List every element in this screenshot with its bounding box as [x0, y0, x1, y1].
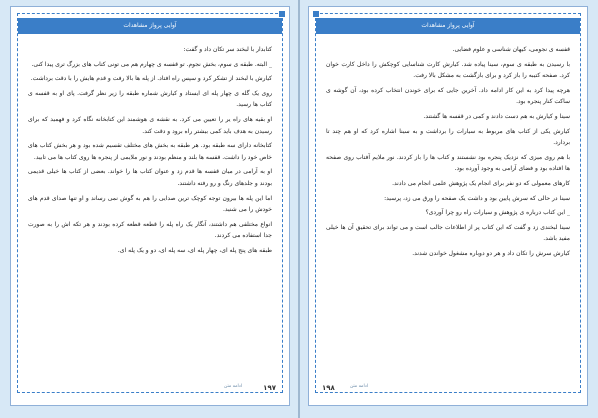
- paragraph: با رسیدن به طبقه ی سوم، سینا پیاده شد. کیارش کارت شناسایی کوچکش را داخل کارت خوان کرد. صفحه کتیبه را باز کرد و برای بازگشت به مشکل بالا رفت.: [326, 60, 570, 80]
- paragraph: _ این کتاب درباره ی پژوهش و سیارات راه رو چرا آوردی؟: [425, 209, 570, 217]
- paragraph: او بقیه های راه یر را تعیین می کرد. به نقشه ی هوشمند این کتابخانه نگاه کرد و فهمید که برای رسیدن به هدف باید کمی بیشتر راه برود و دقت کند.: [28, 115, 272, 135]
- left-page: [10, 6, 290, 406]
- paragraph: کیارش با لبخند از تشکر کرد و سپس راه افتاد. از پله ها بالا رفت و قدم هایش را با دقت برداشت.: [30, 75, 272, 83]
- paragraph: قفسه ی نجومی، کیهان شناسی و علوم فضایی.: [452, 46, 570, 53]
- paragraph: کیارش سرش را تکان داد و هر دو دوباره مشغول خواندن شدند.: [412, 249, 570, 257]
- left-page-corner-marker: [279, 11, 285, 17]
- book-spine: [298, 0, 300, 418]
- paragraph: سینا در حالی که سرش پایین بود و داشت یک صفحه را ورق می زد، پرسید:: [384, 194, 570, 202]
- right-page-footnote: ادامه متن: [350, 384, 368, 389]
- left-page-content: [28, 44, 272, 370]
- paragraph: کتابدار با لبخند سر تکان داد و گفت:: [183, 46, 272, 53]
- right-page-corner-marker: [313, 11, 319, 17]
- right-page-header: آوایی پرواز مشاهدات: [316, 18, 580, 34]
- paragraph: با هم روی میزی که نزدیک پنجره بود نشستند و کتاب ها را باز کردند. نور ملایم آفتاب روی صفحه ها افتاده بود و فضای آرامی به وجود آورده بود.: [326, 153, 570, 173]
- paragraph: کیارش یکی از کتاب های مربوط به سیارات را برداشت و به سینا اشاره کرد که او هم چند تا بردارد.: [326, 127, 570, 147]
- paragraph: او به آرامی در میان قفسه ها قدم زد و عنوان کتاب ها را خواند. بعضی از کتاب ها خیلی قدیمی بودند و جلدهای رنگ و رو رفته داشتند.: [28, 168, 272, 187]
- left-page-number: ۱۹۷: [263, 384, 276, 392]
- paragraph: هرچه پیدا کرد به این کار ادامه داد. آخرین جایی که برای خوندن انتخاب کرده بود، آن گوشه ی ساکت کنار پنجره بود.: [326, 86, 570, 106]
- left-page-footer: [18, 384, 282, 394]
- paragraph: سینا و کیارش به هم دست دادند و کمی در قفسه ها گشتند.: [423, 112, 570, 120]
- left-page-footnote: ادامه متن: [224, 384, 242, 389]
- right-page-content: [326, 44, 570, 370]
- paragraph: کارهای معمولی که دو نفر برای انجام یک پژوهش علمی انجام می دادند.: [392, 179, 570, 187]
- paragraph: _ البته. طبقه ی سوم، بخش نجوم. تو قفسه ی چهارم هم می تونی کتاب های بزرگ تری پیدا کنی.: [31, 60, 272, 68]
- left-page-frame: [17, 13, 283, 393]
- paragraph: طبقه های پنج پله ای، چهار پله ای، سه پله ای، دو و یک پله ای.: [117, 246, 272, 254]
- paragraph: اما این پله ها بیرون توجه کوچک ترین صدایی را هم به گوش نمی رساند و او تنها صدای قدم های خودش را می شنید.: [28, 194, 272, 214]
- right-page-footer: [316, 384, 580, 394]
- right-page-frame: [315, 13, 581, 393]
- paragraph: انواع مختلفی هم داشتند، آنگار یک راه پله را قطعه قطعه کرده بودند و هر تکه اش را به صورت جدا استفاده می کردند.: [28, 220, 272, 240]
- paragraph: سینا لبخندی زد و گفت که این کتاب پر از اطلاعات جالب است و می تواند برای تحقیق آن ها خیلی مفید باشد.: [326, 223, 570, 243]
- right-page: [308, 6, 588, 406]
- paragraph: کتابخانه دارای سه طبقه بود. هر طبقه به بخش های مختلف تقسیم شده بود و هر بخش کتاب های خاص خود را داشت. قفسه ها بلند و منظم بودند و نور ملایمی از پنجره ها روی کتاب ها می تابید.: [28, 142, 272, 161]
- right-page-number: ۱۹۸: [322, 384, 335, 392]
- paragraph: روی یک گله ی چهار پله ای ایستاد و کیارش شماره طبقه را زیر نظر گرفت. پای او به قفسه ی کتاب ها رسید.: [28, 89, 272, 109]
- left-page-header: آوایی پرواز مشاهدات: [18, 18, 282, 34]
